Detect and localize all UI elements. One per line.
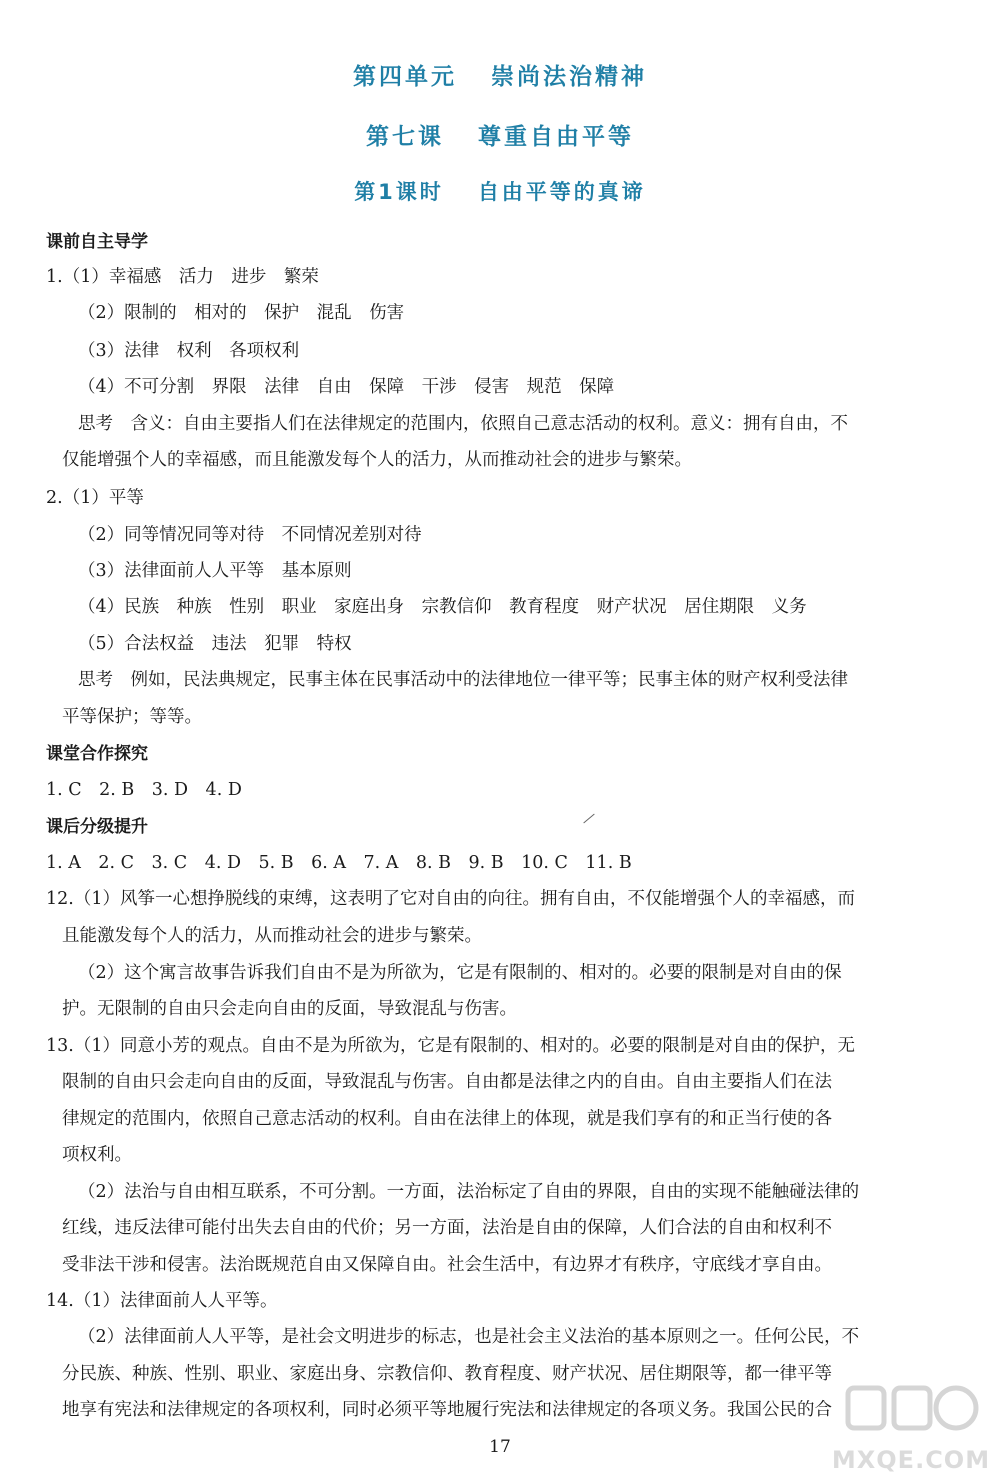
- lesson-title: [0, 118, 1000, 151]
- period-label: 第1课时: [354, 180, 444, 204]
- answer-line: 地享有宪法和法律规定的各项权利，同时必须平等地履行宪法和法律规定的各项义务。我国公民的合: [62, 1400, 832, 1420]
- page-number: 17: [489, 1437, 511, 1457]
- watermark-text: MXQE.COM: [831, 1446, 991, 1474]
- answer-line: 13.（1）同意小芳的观点。自由不是为所欲为，它是有限制的、相对的。必要的限制是对自由的保护，无: [46, 1036, 855, 1056]
- answer-line: 受非法干涉和侵害。法治既规范自由又保障自由。社会生活中，有边界才有秩序，守底线才享自由。: [62, 1255, 832, 1275]
- stray-mark: [583, 814, 594, 824]
- unit-title: [0, 58, 1000, 91]
- answer-line: （2）法律面前人人平等，是社会文明进步的标志，也是社会主义法治的基本原则之一。任何公民，不: [78, 1327, 860, 1347]
- answer-line: 平等保护；等等。: [62, 707, 202, 727]
- answer-line: 分民族、种族、性别、职业、家庭出身、宗教信仰、教育程度、财产状况、居住期限等，都一律平等: [62, 1364, 832, 1384]
- section-heading-preview: 课前自主导学: [46, 232, 148, 252]
- answer-line: 仅能增强个人的幸福感，而且能激发每个人的活力，从而推动社会的进步与繁荣。: [62, 450, 692, 470]
- lesson-label: 第七课: [366, 124, 444, 150]
- answer-line: 12.（1）风筝一心想挣脱线的束缚，这表明了它对自由的向往。拥有自由，不仅能增强个人的幸福感，而: [46, 889, 855, 909]
- answer-line: （4）不可分割 界限 法律 自由 保障 干涉 侵害 规范 保障: [78, 377, 615, 397]
- answer-line: 14.（1）法律面前人人平等。: [46, 1291, 278, 1311]
- answer-line: 1. C 2. B 3. D 4. D: [46, 780, 242, 800]
- answer-line: （2）法治与自由相互联系，不可分割。一方面，法治标定了自由的界限，自由的实现不能触碰法律的: [78, 1182, 860, 1202]
- unit-name: 崇尚法治精神: [491, 64, 647, 90]
- answer-line: 护。无限制的自由只会走向自由的反面，导致混乱与伤害。: [62, 999, 517, 1019]
- answer-line: 限制的自由只会走向自由的反面，导致混乱与伤害。自由都是法律之内的自由。自由主要指人们在法: [62, 1072, 832, 1092]
- section-heading-after-class: 课后分级提升: [46, 817, 148, 837]
- answer-line: 思考 含义：自由主要指人们在法律规定的范围内，依照自己意志活动的权利。意义：拥有自由，不: [78, 414, 848, 434]
- lesson-name: 尊重自由平等: [478, 124, 634, 150]
- watermark-icon: [828, 1378, 994, 1448]
- answer-line: （2）限制的 相对的 保护 混乱 伤害: [78, 303, 405, 323]
- answer-line: 且能激发每个人的活力，从而推动社会的进步与繁荣。: [62, 926, 482, 946]
- answer-line: 1. A 2. C 3. C 4. D 5. B 6. A 7. A 8. B 9. B 10. C 11. B: [46, 853, 632, 873]
- unit-label: 第四单元: [353, 64, 457, 90]
- answer-line: 1.（1）幸福感 活力 进步 繁荣: [46, 267, 319, 287]
- answer-line: （2）同等情况同等对待 不同情况差别对待: [78, 525, 422, 545]
- section-heading-classroom: 课堂合作探究: [46, 744, 148, 764]
- period-name: 自由平等的真谛: [477, 180, 646, 204]
- watermark-logo: [828, 1378, 994, 1474]
- answer-line: 红线，违反法律可能付出失去自由的代价；另一方面，法治是自由的保障，人们合法的自由和权利不: [62, 1218, 832, 1238]
- answer-line: 律规定的范围内，依照自己意志活动的权利。自由在法律上的体现，就是我们享有的和正当行使的各: [62, 1109, 832, 1129]
- answer-line: （3）法律面前人人平等 基本原则: [78, 561, 352, 581]
- answer-line: 思考 例如，民法典规定，民事主体在民事活动中的法律地位一律平等；民事主体的财产权利受法律: [78, 670, 848, 690]
- answer-line: （2）这个寓言故事告诉我们自由不是为所欲为，它是有限制的、相对的。必要的限制是对自由的保: [78, 963, 842, 983]
- period-title: [0, 176, 1000, 206]
- answer-line: 2.（1）平等: [46, 488, 144, 508]
- answer-line: （4）民族 种族 性别 职业 家庭出身 宗教信仰 教育程度 财产状况 居住期限 义务: [78, 597, 807, 617]
- answer-line: 项权利。: [62, 1145, 132, 1165]
- answer-line: （5）合法权益 违法 犯罪 特权: [78, 634, 352, 654]
- answer-line: （3）法律 权利 各项权利: [78, 341, 300, 361]
